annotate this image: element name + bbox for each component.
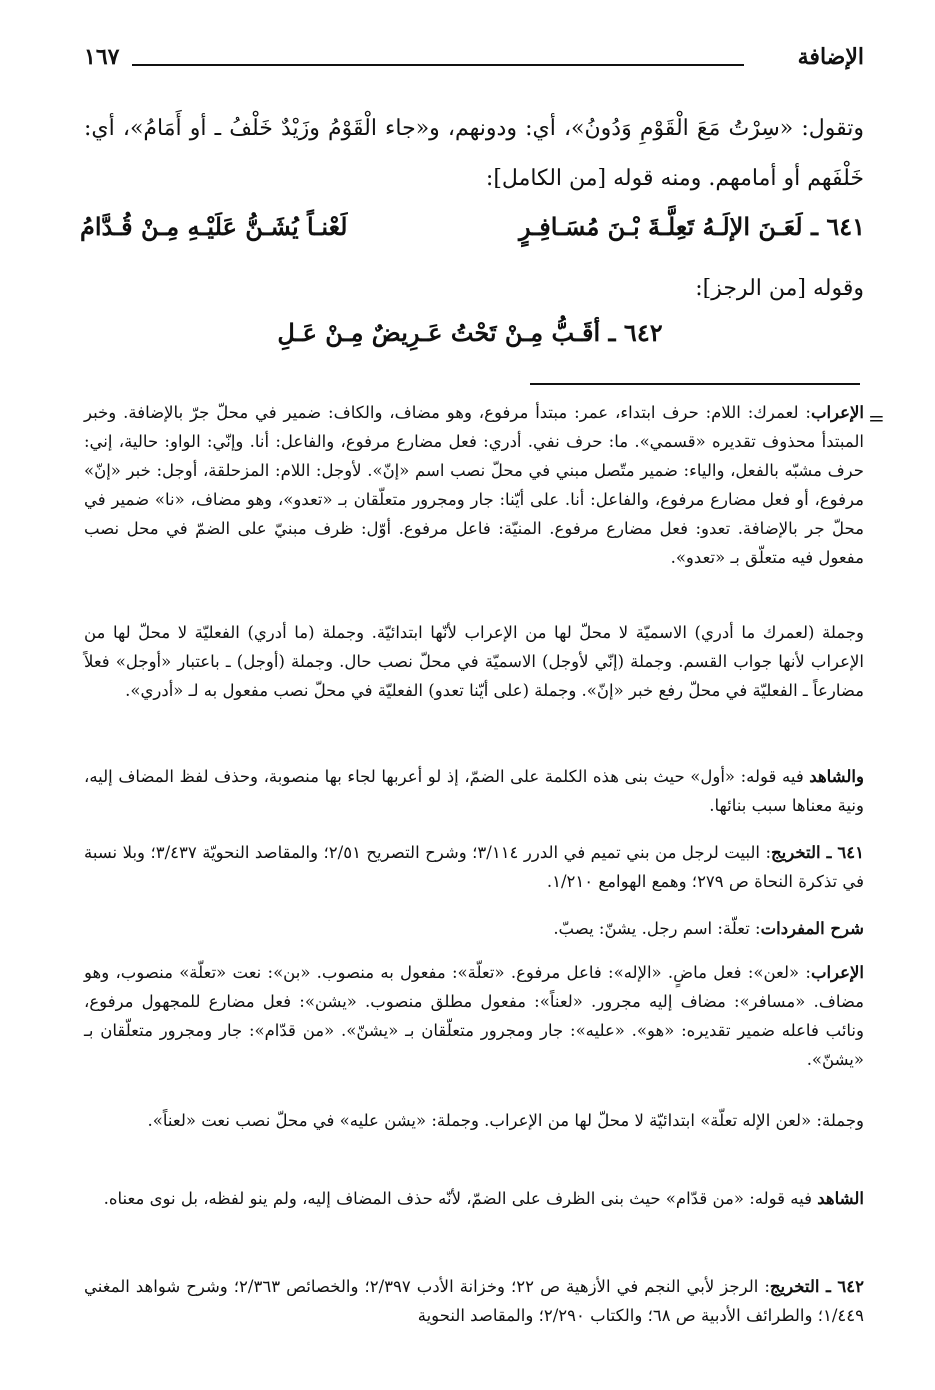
footnote-label: ٦٤٢ ـ التخريج (769, 1277, 864, 1296)
footnote-mufradat-641 (84, 914, 864, 943)
footnote-text: : البيت لرجل من بني تميم في الدرر ٣/١١٤؛ وشرح التصريح ٢/٥١؛ والمقاصد النحويّة ٣/٤٣٧؛ وبلا نسبة في تذكرة النحاة ص ٢٧٩؛ وهمع الهوامع ١/٢١٠. (84, 843, 864, 891)
footnote-text: : الرجز لأبي النجم في الأزهية ص ٢٢؛ وخزانة الأدب ٢/٣٩٧؛ والخصائص ٢/٣٦٣؛ وشرح شواهد المغني ١/٤٤٩؛ والطرائف الأدبية ص ٦٨؛ والكتاب ٢/٢٩٠؛ والمقاصد النحوية (84, 1277, 864, 1325)
verse-641-first-hemistich: ٦٤١ ـ لَعَـنَ الإلَـهُ تَعِلَّـةَ بْـنَ مُسَـافِـرٍ (518, 212, 865, 241)
footnote-marker: = (868, 406, 885, 430)
footnote-label: شرح المفردات (760, 919, 864, 938)
verse-641 (80, 212, 865, 258)
page-header (84, 44, 864, 78)
footnote-separator (530, 383, 860, 385)
verse-641-second-hemistich: لَعْنـاً يُشَـنُّ عَلَيْـهِ مِـنْ قُـدَّامُ (80, 212, 348, 241)
main-paragraph: وتقول: «سِرْتُ مَعَ الْقَوْمِ وَدُونُ»، أي: ودونهم، و«جاء الْقَوْمُ وزَيْدٌ خَلْفُ ـ أو أَمَامُ»، أي: خَلْفَهم أو أمامهم. ومنه قوله [من الكامل]: (84, 116, 864, 191)
footnote-text: فيه قوله: «من قدّام» حيث بنى الظرف على الضمّ، لأنّه حذف المضاف إليه، ولم ينو لفظه، بل نوى معناه. (103, 1189, 818, 1208)
footnote-text: : تعلّة: اسم رجل. يشنّ: يصبّ. (553, 919, 761, 938)
footnote-i3rab-641 (84, 958, 864, 1074)
verse-642: ٦٤٢ ـ أقَـبُّ مِـنْ تَحْتُ عَـرِيضٌ مِـنْ عَـلِ (277, 318, 663, 347)
footnote-shahid-641 (84, 1184, 864, 1213)
page-number: ١٦٧ (84, 44, 120, 70)
footnote-text: : لعمرك: اللام: حرف ابتداء، عمر: مبتدأ مرفوع، وهو مضاف، والكاف: ضمير في محلّ جرّ بالإضافة. وخبر المبتدأ محذوف تقديره «قسمي». ما: حرف نفي. أدري: فعل مضارع مرفوع، والفاعل: أنا. وإنّي: الواو: حالية، إني: حرف مشبّه بالفعل، والياء: ضمير متّصل مبني في محلّ نصب اسم «إنّ». لأوجل: اللام: المزحلقة، أوجل: خبر «إنّ» مرفوع، أو فعل مضارع مرفوع، والفاعل: أنا. على أيّنا: جار ومجرور متعلّقان بـ «تعدو»، وهو مضاف، «نا» ضمير في محلّ جر بالإضافة. تعدو: فعل مضارع مرفوع. المنيّة: فاعل مرفوع. أوّل: ظرف مبنيّ على الضمّ في محل نصب مفعول فيه متعلّق بـ «تعدو». (84, 403, 864, 567)
footnote-text: : «لعن»: فعل ماضٍ. «الإله»: فاعل مرفوع. «تعلّة»: مفعول به منصوب. «بن»: نعت «تعلّة» منصوب، وهو مضاف. «مسافر»: مضاف إليه مجرور. «لعناً»: مفعول مطلق منصوب. «يشن»: فعل مضارع للمجهول مرفوع، ونائب فاعله ضمير تقديره: «هو». «عليه»: جار ومجرور متعلّقان بـ «يشنّ». «من قدّام»: جار ومجرور متعلّقان بـ «يشنّ». (84, 963, 864, 1069)
footnote-label: والشاهد (809, 767, 864, 786)
footnote-jumal-prev: وجملة (لعمرك ما أدري) الاسميّة لا محلّ لها من الإعراب لأنّها ابتدائيّة. وجملة (ما أدري) الفعليّة لا محلّ لها من الإعراب لأنها جواب القسم. وجملة (إنّي لأوجل) الاسميّة في محلّ نصب حال. وجملة (أوجل) ـ باعتبار «أوجل» فعلاً مضارعاً ـ الفعليّة في محلّ رفع خبر «إنّ». وجملة (على أيّنا تعدو) الفعليّة في محلّ نصب مفعول به لـ «أدري». (84, 623, 864, 700)
footnote-jumal-641: وجملة: «لعن الإله تعلّة» ابتدائيّة لا محلّ لها من الإعراب. وجملة: «يشن عليه» في محلّ نصب نعت «لعناً». (147, 1111, 864, 1130)
footnote-shahid-prev (84, 762, 864, 820)
verse-642-intro: وقوله [من الرجز]: (695, 276, 864, 301)
footnote-text: فيه قوله: «أول» حيث بنى هذه الكلمة على الضمّ، إذ لو أعربها لجاء بها منصوبة، وحذف لفظ المضاف إليه، ونية معناها سبب بنائها. (84, 767, 864, 815)
footnote-label: ٦٤١ ـ التخريج (771, 843, 864, 862)
chapter-title: الإضافة (797, 44, 864, 70)
footnote-takhrij-641 (84, 838, 864, 896)
footnote-i3rab-prev (84, 398, 864, 572)
footnote-label: الشاهد (817, 1189, 864, 1208)
footnote-label: الإعراب (810, 963, 864, 982)
footnote-label: الإعراب (810, 403, 864, 422)
header-rule (132, 64, 744, 66)
footnote-takhrij-642 (84, 1272, 864, 1330)
